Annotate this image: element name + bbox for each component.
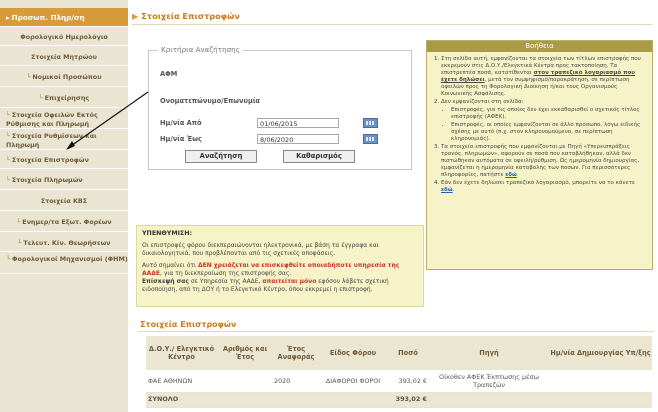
total-label: ΣΥΝΟΛΟ bbox=[146, 393, 217, 408]
date-to-input[interactable]: 8/06/2020 bbox=[257, 134, 339, 144]
help-heading: Βοήθεια bbox=[427, 41, 652, 52]
cell-number bbox=[217, 371, 273, 393]
sidebar-item-tax-calendar[interactable]: Φορολογικό Ημερολόγιο bbox=[0, 29, 128, 46]
date-from-input[interactable]: 01/06/2015 bbox=[257, 118, 339, 128]
triangle-right-icon: ▶ bbox=[132, 11, 139, 21]
column-header: Ημ/νία Δημιουργίας Υπ/ξης bbox=[549, 336, 652, 371]
sidebar-item-refunds[interactable]: └ Στοιχεία Επιστροφών bbox=[0, 152, 128, 169]
results-title: Στοιχεία Επιστροφών bbox=[140, 320, 237, 329]
clear-button[interactable]: Καθαρισμός bbox=[283, 150, 355, 163]
cell-tax-type: ΔΙΑΦΟΡΟΙ ΦΟΡΟΙ bbox=[319, 371, 387, 393]
results-divider bbox=[138, 331, 654, 332]
help-item-1: 1. Στη σελίδα αυτή, εμφανίζονται τα στοιχεία των τίτλων επιστροφής που εκκρεμούν στις Δ.Ο.Υ./Ελεγκτικά Κέντρα προς τακτοποίηση. Τα επιστρεπτέα ποσά, κατατίθενται στον τραπεζικό λογαριασμό που έχετε δηλώσει, μετά τον συμψηφισμό/παρακράτηση, σε περίπτωση οφειλών προς τη Φορολογική Διοίκηση ή/και τους Οργανισμούς Κοινωνικής Ασφάλισης. bbox=[441, 56, 648, 98]
page-title: ▶ Στοιχεία Επιστροφών bbox=[132, 11, 240, 21]
cell-amount: 393,02 € bbox=[387, 371, 429, 393]
reminder-paragraph-2: Αυτό σημαίνει ότι ΔΕΝ χρειάζεται να επισκεφθείτε οποιαδήποτε υπηρεσία της ΑΑΔΕ, για τη διεκπεραίωση της επιστροφής σας. Επίσκεψή σας σε Υπηρεσία της ΑΑΔΕ, απαιτείται μόνο εφόσον λάβετε σχετική ειδοποίηση, από τη ΔΟΥ ή το Ελεγκτικό Κέντρο, όπου εκκρεμεί η επιστροφή. bbox=[142, 262, 400, 293]
column-header: Αριθμός και Έτος bbox=[217, 336, 273, 371]
sidebar-item-payments[interactable]: └ Στοιχεία Πληρωμών bbox=[0, 171, 128, 190]
reminder-paragraph-1: Οι επιστροφές φόρου διεκπεραιώνονται ηλεκτρονικά, με βάση τα έγγραφα και δικαιολογητικά, που προβλέπονται από τις σχετικές αποφάσεις. bbox=[142, 242, 379, 257]
sidebar-item-legal-persons[interactable]: └ Νομικοί Προσώπου bbox=[0, 68, 128, 87]
cell-year: 2020 bbox=[273, 371, 319, 393]
help-item-3: 3. Τα στοιχεία επιστροφής που εμφανίζονται με Πηγή «Υπερεισπράξεις τρανός. πληρωμών», αφορούν σε ποσά που καταβλήθηκαν, αλλά δεν πιστώθηκαν αυτόματα σε οφειλή/ρύθμιση. Ως ημερομηνία δημιουργίας, εμφανίζεται η ημερομηνία καταβολής των ποσών. Για περισσότερες πληροφορίες, πατήστε εδώ bbox=[441, 144, 648, 179]
afm-label: ΑΦΜ bbox=[160, 70, 178, 78]
help-subitem-2: • Επιστροφές, οι οποίες εμφανίζονται σε άλλο πρόσωπο, λόγω ειδικής σχέσης με αυτό (π.χ. στον κληρονομούμενο, σε περίπτωση κληρονομιάς). bbox=[451, 122, 648, 143]
sidebar-item-personal-info[interactable]: ▸ Προσωπ. Πληρ/ση bbox=[0, 8, 128, 27]
date-from-label: Ημ/νία Από bbox=[160, 119, 202, 127]
column-header: Έτος Αναφοράς bbox=[273, 336, 319, 371]
cell-date bbox=[549, 371, 652, 393]
column-header: Είδος Φόρου bbox=[319, 336, 387, 371]
help-link-more-info[interactable]: εδώ bbox=[505, 172, 517, 178]
sidebar-item-fiscal-devices[interactable]: └ Φορολογικοί Μηχανισμοί (ΦΗΜ) bbox=[0, 254, 128, 274]
sidebar-item-business[interactable]: └ Επιχείρησης bbox=[0, 89, 128, 108]
sidebar-item-last-movements[interactable]: └ Τελευτ. Κίν. Θεωρήσεων bbox=[0, 234, 128, 252]
date-to-label: Ημ/νία Έως bbox=[160, 135, 202, 143]
column-header: Πηγή bbox=[429, 336, 549, 371]
column-header: Ποσό bbox=[387, 336, 429, 371]
search-criteria-legend: Κριτήρια Αναζήτησης bbox=[158, 45, 243, 54]
total-amount: 393,02 € bbox=[387, 393, 429, 408]
cell-source: Οίκοθεν ΑΦΕΚ Έκπτωσης μέσω Τραπεζών bbox=[429, 371, 549, 393]
chevron-right-icon: ▸ bbox=[6, 13, 10, 22]
table-header-row bbox=[146, 336, 652, 371]
sidebar-item-debts[interactable]: └ Στοιχεία Οφειλών Εκτός Ρύθμισης και Πληρωμή bbox=[0, 110, 128, 129]
sidebar-item-kbs[interactable]: Στοιχεία ΚΒΣ bbox=[0, 192, 128, 211]
table-row bbox=[146, 371, 652, 393]
search-button[interactable]: Αναζήτηση bbox=[185, 150, 257, 163]
help-item-4: 4. Εάν δεν έχετε δηλώσει τραπεζικό λογαριασμό, μπορείτε να το κάνετε εδώ. bbox=[441, 180, 648, 194]
help-link-bank-account[interactable]: εδώ bbox=[441, 187, 453, 193]
help-subitem-1: • Επιστροφές, για τις οποίες δεν έχει εκκαθαρισθεί ο σχετικός τίτλος επιστροφής (ΑΦΕΚ). bbox=[451, 107, 648, 121]
column-header: Δ.Ο.Υ./ Ελεγκτικό Κέντρο bbox=[146, 336, 217, 371]
sidebar-item-arrangements[interactable]: └ Στοιχεία Ρυθμίσεων και Πληρωμή bbox=[0, 131, 128, 150]
help-item-2: 2. Δεν εμφανίζονται στη σελίδα: • Επιστροφές, για τις οποίες δεν έχει εκκαθαρισθεί ο σχετικός τίτλος επιστροφής (ΑΦΕΚ). • Επιστροφές, οι οποίες εμφανίζονται σε άλλο πρόσωπο, λόγω ειδικής σχέσης με αυτό (π.χ. στον κληρονομούμενο, σε περίπτωση κληρονομιάς). bbox=[441, 99, 648, 143]
sidebar-item-external-updates[interactable]: └ Ενημερ/τα Εξωτ. Φορέων bbox=[0, 213, 128, 232]
sidebar-item-registry[interactable]: Στοιχεία Μητρώου bbox=[0, 48, 128, 66]
reminder-heading: ΥΠΕΝΘΥΜΙΣΗ: bbox=[142, 230, 193, 237]
name-label: Ονοματεπώνυμο/Επωνυμία bbox=[160, 97, 260, 105]
cell-doy: ΦΑΕ ΑΘΗΝΩΝ bbox=[146, 371, 217, 393]
total-row bbox=[146, 393, 652, 408]
refunds-table bbox=[146, 336, 652, 408]
